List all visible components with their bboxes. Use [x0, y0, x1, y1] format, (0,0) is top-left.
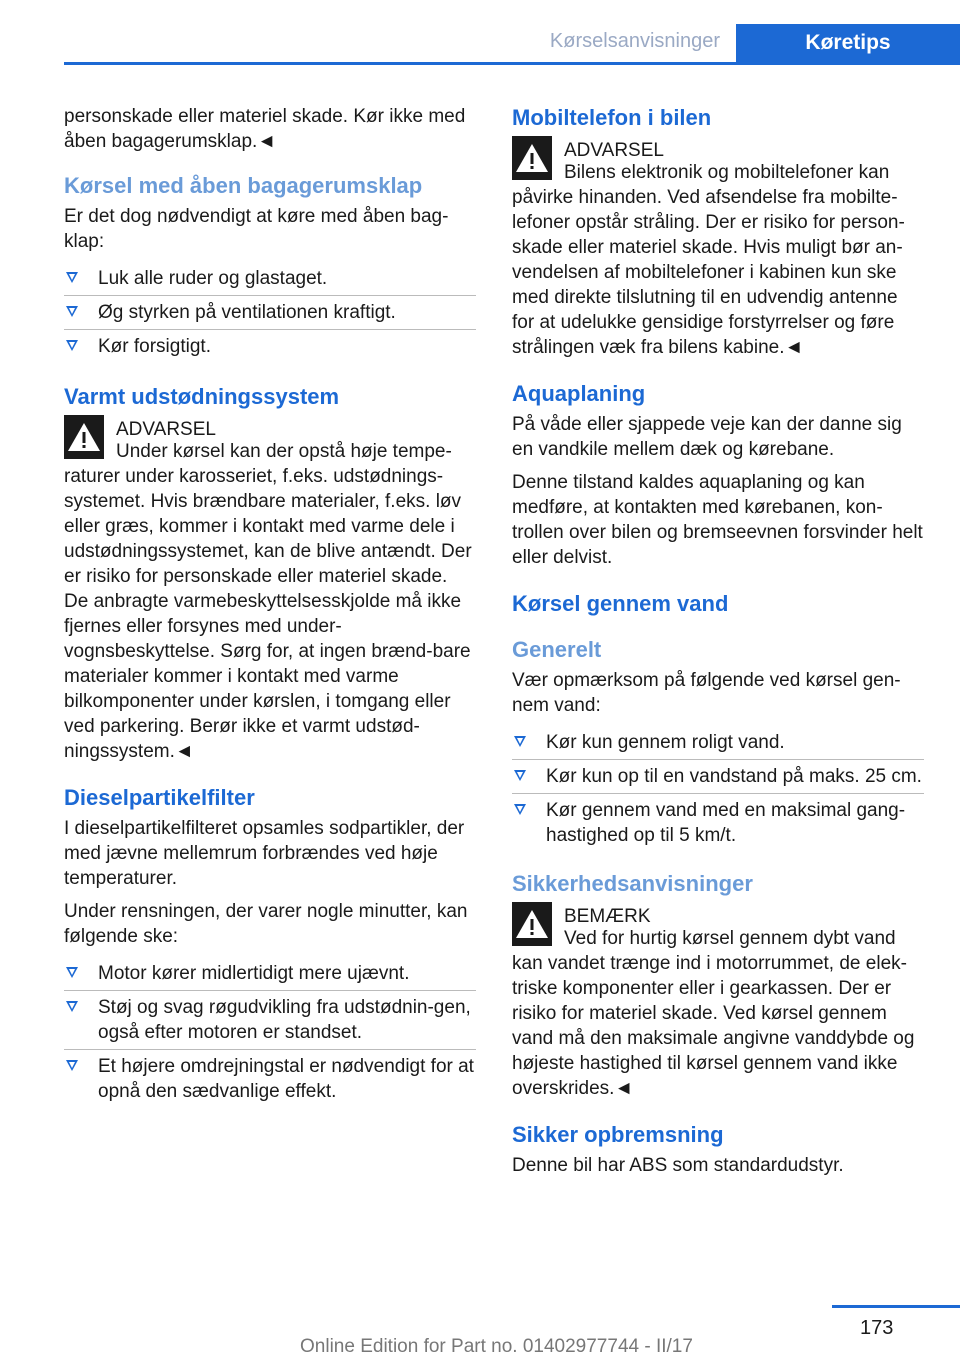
bullet-triangle-icon: [66, 340, 78, 351]
paragraph: Denne bil har ABS som standardudstyr.: [512, 1155, 844, 1176]
notice-title: BEMÆRK: [564, 906, 651, 927]
warning-triangle-icon: [512, 902, 552, 946]
warning-title: ADVARSEL: [116, 419, 216, 440]
left-column: [64, 104, 476, 1116]
list-item: Kør kun gennem roligt vand.: [512, 726, 924, 760]
bullet-list: [64, 262, 476, 363]
bullet-triangle-icon: [66, 1001, 78, 1012]
page-number: 173: [860, 1317, 894, 1339]
paragraph: Under rensningen, der varer nogle minutter, kan følgende ske:: [64, 901, 468, 947]
list-item: Luk alle ruder og glastaget.: [64, 262, 476, 296]
heading-braking: Sikker opbremsning: [512, 1122, 724, 1147]
warning-text: Bilens elektronik og mobiltelefoner kan påvirke hinanden. Ved afsendelse fra mobilte‐lefoner opstår stråling. Der er risiko for person‐skade eller materiel skade. Hvis muligt bør an‐vendelsen af mobiltelefoner i kabinen kun ske med direkte tilslutning til en udvendig antenne for at udelukke gensidige forstyrrelser og føre strålingen væk fra bilens kabine.◄: [512, 162, 905, 358]
bullet-triangle-icon: [66, 967, 78, 978]
warning-block: [512, 136, 924, 360]
paragraph: Er det dog nødvendigt at køre med åben bag‐klap:: [64, 206, 449, 252]
list-item: Et højere omdrejningstal er nødvendigt for at opnå den sædvanlige effekt.: [64, 1050, 476, 1108]
paragraph: På våde eller sjappede veje kan der danne sig en vandkile mellem dæk og kørebane.: [512, 414, 902, 460]
footer-rule: [832, 1305, 960, 1308]
heading-mobile: Mobiltelefon i bilen: [512, 105, 712, 130]
heading-dpf: Dieselpartikelfilter: [64, 785, 255, 810]
notice-block: [512, 902, 924, 1101]
bullet-triangle-icon: [66, 272, 78, 283]
list-item: Kør kun op til en vandstand på maks. 25 cm.: [512, 760, 924, 794]
warning-triangle-icon: [64, 415, 104, 459]
subheading-safety: Sikkerhedsanvisninger: [512, 871, 753, 896]
bullet-triangle-icon: [514, 770, 526, 781]
heading-water: Kørsel gennem vand: [512, 591, 729, 616]
bullet-triangle-icon: [66, 306, 78, 317]
page-header: [64, 24, 960, 65]
edition-footer: Online Edition for Part no. 01402977744 - II/17: [300, 1336, 693, 1357]
list-item: Kør gennem vand med en maksimal gang‐hastighed op til 5 km/t.: [512, 794, 924, 852]
list-item: Øg styrken på ventilationen kraftigt.: [64, 296, 476, 330]
paragraph: I dieselpartikelfilteret opsamles sodpartikler, der med jævne mellemrum forbrændes ved høje temperaturer.: [64, 818, 465, 889]
list-item: Støj og svag røgudvikling fra udstødnin‐gen, også efter motoren er standset.: [64, 991, 476, 1050]
bullet-triangle-icon: [66, 1060, 78, 1071]
bullet-triangle-icon: [514, 736, 526, 747]
header-tab: Køretips: [736, 24, 960, 62]
warning-block: [64, 415, 476, 764]
heading-aquaplaning: Aquaplaning: [512, 381, 646, 406]
warning-text: Under kørsel kan der opstå høje tempe‐raturer under karosseriet, f.eks. udstødnings‐systemet. Hvis brændbare materialer, f.eks. løv eller græs, kommer i kontakt med varme dele i udstødningssystemet, kan de blive antændt. Der er risiko for personskade eller materiel skade. De anbragte varmebeskyttelsesskjolde må ikke fjernes eller forsynes med under‐vognsbeskyttelse. Sørg for, at ingen brænd‐bare materialer kommer i kontakt med varme bilkomponenter under kørslen, i tomgang eller ved parkering. Berør ikke et varmt udstød‐ningssystem.◄: [64, 441, 472, 762]
bullet-list: [512, 726, 924, 852]
list-item: Kør forsigtigt.: [64, 330, 476, 363]
paragraph: Vær opmærksom på følgende ved kørsel gen‐nem vand:: [512, 670, 901, 716]
warning-triangle-icon: [512, 136, 552, 180]
header-section: Kørselsanvisninger: [549, 30, 720, 52]
intro-text: personskade eller materiel skade. Kør ikke med åben bagagerumsklap.◄: [64, 106, 466, 152]
heading-open-tailgate: Kørsel med åben bagagerumsklap: [64, 173, 423, 198]
paragraph: Denne tilstand kaldes aquaplaning og kan medføre, at kontakten med kørebanen, kon‐trollen over bilen og bremseevnen forsvinder helt eller delvist.: [512, 472, 923, 568]
notice-text: Ved for hurtig kørsel gennem dybt vand kan vandet trænge ind i motorrummet, de elek‐triske komponenter eller i gearkassen. Der er risiko for materiel skade. Ved kørsel gennem vand må den maksimale angivne vanddybde og højeste hastighed til kørsel gennem vand ikke overskrides.◄: [512, 928, 915, 1099]
warning-title: ADVARSEL: [564, 140, 664, 161]
heading-exhaust: Varmt udstødningssystem: [64, 384, 340, 409]
bullet-triangle-icon: [514, 804, 526, 815]
bullet-list: [64, 957, 476, 1108]
subheading-general: Generelt: [512, 637, 602, 662]
right-column: [512, 104, 924, 1186]
list-item: Motor kører midlertidigt mere ujævnt.: [64, 957, 476, 991]
